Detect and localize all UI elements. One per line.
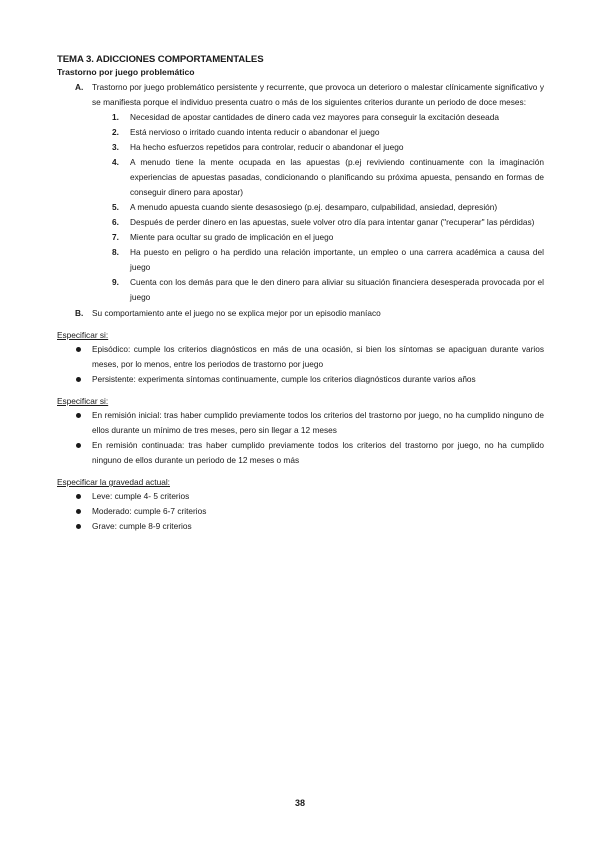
- specifier-item: [57, 504, 544, 519]
- specifier-text: Grave: cumple 8-9 criterios: [92, 521, 192, 531]
- sub-criterion-text: A menudo tiene la mente ocupada en las apuestas (p.ej reviviendo continuamente con la imaginación experiencias de apuestas pasadas, condicionando o planificando su próxima apuesta, pensando en formas de conseguir dinero para apostar): [130, 157, 544, 197]
- criterion-a: [57, 80, 544, 110]
- criterion-text: Trastorno por juego problemático persistente y recurrente, que provoca un deterioro o malestar clínicamente significativo y se manifiesta porque el individuo presenta cuatro o más de los siguientes criterios durante un periodo de doce meses:: [92, 82, 544, 107]
- sub-criterion-text: Después de perder dinero en las apuestas, suele volver otro día para intentar ganar ("recuperar" las pérdidas): [130, 217, 535, 227]
- sub-criterion-text: Cuenta con los demás para que le den dinero para aliviar su situación financiera desesperada provocada por el juego: [130, 277, 544, 302]
- specifier-text: Leve: cumple 4- 5 criterios: [92, 491, 190, 501]
- specifier-heading-severity: Especificar la gravedad actual:: [57, 477, 170, 487]
- specifier-heading-remission: Especificar si:: [57, 396, 109, 406]
- specifier-heading-course: Especificar si:: [57, 330, 109, 340]
- criterion-letter: B.: [75, 308, 84, 318]
- sub-criterion-number: 8.: [112, 247, 119, 257]
- sub-criterion-text: Está nervioso o irritado cuando intenta reducir o abandonar el juego: [130, 127, 380, 137]
- sub-criterion-number: 5.: [112, 202, 119, 212]
- sub-criterion: [57, 140, 544, 155]
- sub-criterion: [57, 275, 544, 305]
- sub-criterion: [57, 110, 544, 125]
- bullet-icon: [76, 443, 81, 448]
- bullet-icon: [76, 347, 81, 352]
- sub-criterion-number: 7.: [112, 232, 119, 242]
- sub-criterion-number: 1.: [112, 112, 119, 122]
- sub-criterion-number: 9.: [112, 277, 119, 287]
- specifier-item: [57, 372, 544, 387]
- specifier-item: [57, 408, 544, 438]
- specifier-item: [57, 519, 544, 534]
- criteria-list: [57, 80, 544, 110]
- bullet-icon: [76, 377, 81, 382]
- sub-criterion-text: Ha hecho esfuerzos repetidos para controlar, reducir o abandonar el juego: [130, 142, 404, 152]
- page-title: TEMA 3. ADICCIONES COMPORTAMENTALES: [57, 54, 264, 65]
- specifier-text: En remisión continuada: tras haber cumplido previamente todos los criterios del trastorno por juego, no ha cumplido ninguno de ellos durante un periodo de 12 meses o más: [92, 440, 544, 465]
- specifier-list-remission: [57, 408, 544, 468]
- page-number: 38: [294, 798, 305, 808]
- specifier-text: Moderado: cumple 6-7 criterios: [92, 506, 207, 516]
- sub-criterion-number: 4.: [112, 157, 119, 167]
- criterion-text: Su comportamiento ante el juego no se explica mejor por un episodio maníaco: [92, 308, 381, 318]
- sub-criterion-text: A menudo apuesta cuando siente desasosiego (p.ej. desamparo, culpabilidad, ansiedad, depresión): [130, 202, 498, 212]
- bullet-icon: [76, 524, 81, 529]
- specifier-text: Episódico: cumple los criterios diagnósticos en más de una ocasión, si bien los síntomas se apaciguan durante varios meses, por lo menos, entre los periodos de trastorno por juego: [92, 344, 544, 369]
- sub-criterion-number: 2.: [112, 127, 119, 137]
- bullet-icon: [76, 509, 81, 514]
- section-subtitle: Trastorno por juego problemático: [57, 67, 195, 77]
- specifier-item: [57, 342, 544, 372]
- document-page: [57, 53, 544, 534]
- sub-criterion: [57, 245, 544, 275]
- specifier-list-course: [57, 342, 544, 387]
- sub-criterion: [57, 200, 544, 215]
- specifier-item: [57, 489, 544, 504]
- sub-criterion: [57, 125, 544, 140]
- sub-criterion-number: 6.: [112, 217, 119, 227]
- bullet-icon: [76, 494, 81, 499]
- sub-criterion-text: Necesidad de apostar cantidades de dinero cada vez mayores para conseguir la excitación deseada: [130, 112, 499, 122]
- specifier-item: [57, 438, 544, 468]
- sub-criterion: [57, 155, 544, 200]
- sub-criterion-text: Miente para ocultar su grado de implicación en el juego: [130, 232, 334, 242]
- specifier-text: En remisión inicial: tras haber cumplido previamente todos los criterios del trastorno por juego, no ha cumplido ninguno de ellos durante un mínimo de tres meses, pero sin llegar a 12 meses: [92, 410, 544, 435]
- criterion-b: [57, 306, 544, 321]
- specifier-list-severity: [57, 489, 544, 534]
- sub-criterion-number: 3.: [112, 142, 119, 152]
- sub-criterion: [57, 215, 544, 230]
- specifier-text: Persistente: experimenta síntomas continuamente, cumple los criterios diagnósticos durante varios años: [92, 374, 476, 384]
- bullet-icon: [76, 413, 81, 418]
- sub-criterion: [57, 230, 544, 245]
- sub-criteria-list: [57, 110, 544, 305]
- criteria-list-b: [57, 306, 544, 321]
- sub-criterion-text: Ha puesto en peligro o ha perdido una relación importante, un empleo o una carrera académica a causa del juego: [130, 247, 544, 272]
- criterion-letter: A.: [75, 82, 84, 92]
